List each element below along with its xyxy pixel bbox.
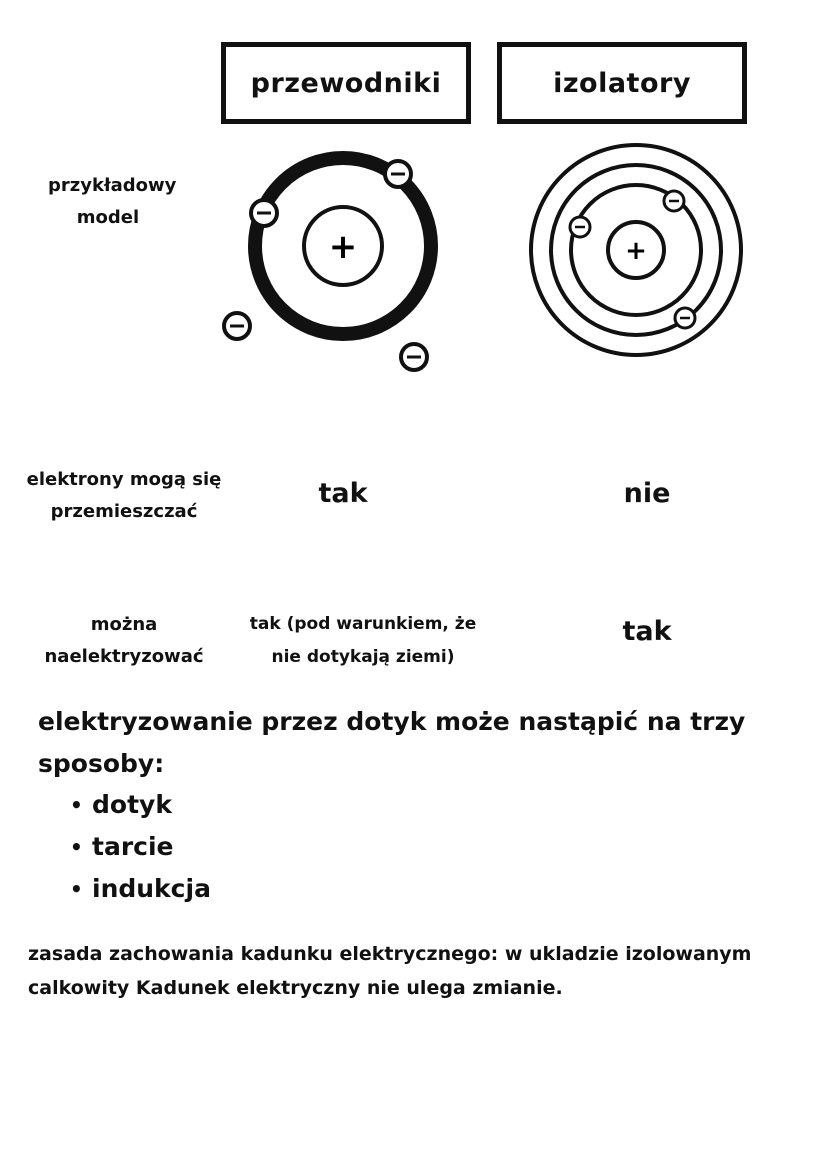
row-label-electrons: elektrony mogą się przemieszczać (26, 469, 222, 522)
electron (385, 161, 411, 187)
electron (570, 217, 590, 237)
electron (401, 344, 427, 370)
electrons-insulators-value: nie (623, 478, 671, 509)
insulator-atom-diagram (531, 145, 741, 355)
electron (664, 191, 684, 211)
methods-intro: elektryzowanie przez dotyk może nastąpić na trzy sposoby: (38, 707, 746, 778)
charge-insulators-value: tak (622, 616, 672, 647)
row-label-charge: można naelektryzować (44, 614, 204, 667)
charge-conductors-value: tak (pod warunkiem, że nie dotykają ziemi) (249, 614, 477, 667)
conductor-atom-diagram (0, 0, 828, 420)
insulator-nucleus-sign: + (625, 236, 647, 266)
electron (675, 308, 695, 328)
header-insulators: izolatory (497, 42, 747, 124)
electrons-conductors-value: tak (318, 478, 368, 509)
electron (251, 200, 277, 226)
conductor-nucleus-sign: + (328, 227, 358, 267)
list-item: • indukcja (70, 868, 211, 910)
list-item: • tarcie (70, 826, 211, 868)
header-conductors: przewodniki (221, 42, 471, 124)
row-label-model: przykładowy model (48, 175, 177, 228)
charge-conservation-law: zasada zachowania kadunku elektrycznego: w ukladzie izolowanym calkowity Kadunek elektryczny nie ulega zmianie. (28, 943, 752, 999)
electron (224, 313, 250, 339)
list-item: • dotyk (70, 784, 211, 826)
methods-list (70, 784, 211, 910)
